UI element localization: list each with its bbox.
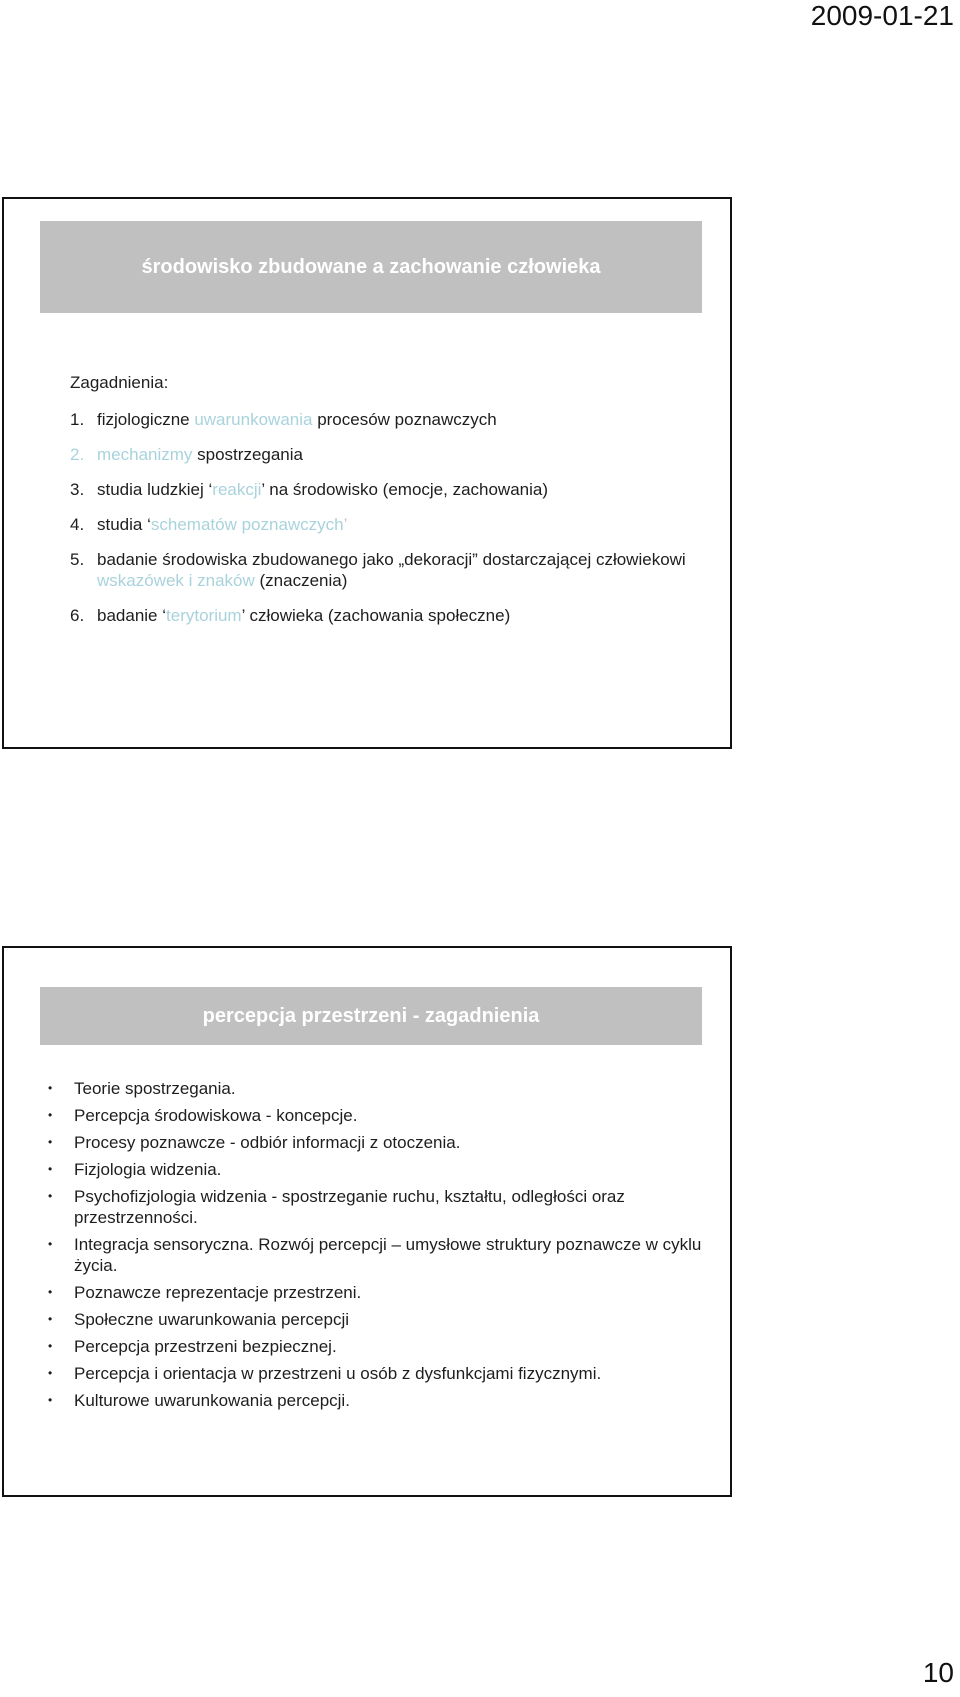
topic-number: 2. — [70, 445, 85, 464]
bullet-item — [44, 1132, 704, 1153]
bullet-text: Percepcja i orientacja w przestrzeni u osób z dysfunkcjami fizycznymi. — [74, 1364, 602, 1383]
bullet-text: Poznawcze reprezentacje przestrzeni. — [74, 1283, 362, 1302]
page-number: 10 — [922, 1657, 954, 1688]
bullet-icon: • — [48, 1285, 53, 1299]
bullet-icon: • — [48, 1339, 53, 1353]
bullet-icon: • — [48, 1366, 53, 1380]
bullet-text: Percepcja środowiskowa - koncepcje. — [74, 1106, 358, 1125]
bullet-text: Percepcja przestrzeni bezpiecznej. — [74, 1337, 337, 1356]
topic-highlight: schematów poznawczych — [150, 515, 344, 534]
bullet-icon: • — [48, 1189, 53, 1203]
topic-number: 1. — [70, 410, 85, 429]
topic-item — [70, 514, 710, 535]
bullet-text: Społeczne uwarunkowania percepcji — [74, 1310, 349, 1329]
topic-highlight: uwarunkowania — [194, 410, 313, 429]
topic-text: spostrzegania — [192, 445, 303, 464]
bullet-list — [44, 1078, 704, 1417]
topic-text: studia ludzkiej ‘ — [97, 480, 213, 499]
slide-1-intro: Zagadnienia: — [70, 373, 169, 392]
bullet-text: Procesy poznawcze - odbiór informacji z otoczenia. — [74, 1133, 461, 1152]
topic-text: procesów poznawczych — [312, 410, 497, 429]
topic-text: badanie ‘ — [97, 606, 167, 625]
bullet-text: Fizjologia widzenia. — [74, 1160, 222, 1179]
bullet-item — [44, 1159, 704, 1180]
topic-text: ’ — [343, 515, 348, 534]
topic-highlight: reakcji — [212, 480, 262, 499]
bullet-icon: • — [48, 1237, 53, 1251]
topic-text: badanie środowiska zbudowanego jako „dekoracji” dostarczającej człowiekowi — [97, 550, 686, 569]
bullet-item — [44, 1078, 704, 1099]
bullet-text: Psychofizjologia widzenia - spostrzeganie ruchu, kształtu, odległości oraz przestrzenności. — [74, 1187, 625, 1227]
topic-highlight: wskazówek i znaków — [97, 571, 255, 590]
topic-item — [70, 549, 710, 591]
slide-1-title-bar — [40, 221, 702, 313]
bullet-item — [44, 1186, 704, 1228]
topic-text: ’ człowieka (zachowania społeczne) — [241, 606, 511, 625]
topics-list — [70, 409, 710, 640]
bullet-icon: • — [48, 1108, 53, 1122]
slide-1 — [2, 197, 732, 749]
bullet-icon: • — [48, 1135, 53, 1149]
bullet-item — [44, 1363, 704, 1384]
topic-text: fizjologiczne — [97, 410, 195, 429]
topic-highlight: mechanizmy — [97, 445, 193, 464]
bullet-text: Integracja sensoryczna. Rozwój percepcji – umysłowe struktury poznawcze w cyklu życia. — [74, 1235, 702, 1275]
bullet-icon: • — [48, 1081, 53, 1095]
topic-number: 5. — [70, 550, 85, 569]
bullet-item — [44, 1390, 704, 1411]
bullet-item — [44, 1282, 704, 1303]
topic-highlight: terytorium — [166, 606, 242, 625]
topic-text: (znaczenia) — [254, 571, 348, 590]
topic-text: ’ na środowisko (emocje, zachowania) — [261, 480, 549, 499]
bullet-icon: • — [48, 1393, 53, 1407]
topic-item — [70, 605, 710, 626]
page-date: 2009-01-21 — [810, 0, 954, 31]
bullet-icon: • — [48, 1162, 53, 1176]
bullet-text: Teorie spostrzegania. — [74, 1079, 236, 1098]
slide-1-title: środowisko zbudowane a zachowanie człowieka — [141, 255, 601, 278]
bullet-icon: • — [48, 1312, 53, 1326]
topic-text: studia ‘ — [97, 515, 151, 534]
slide-2-title-bar — [40, 987, 702, 1045]
topic-item — [70, 409, 710, 430]
slide-2 — [2, 946, 732, 1497]
bullet-item — [44, 1105, 704, 1126]
topic-number: 6. — [70, 606, 85, 625]
topic-number: 3. — [70, 480, 85, 499]
topic-item — [70, 479, 710, 500]
bullet-text: Kulturowe uwarunkowania percepcji. — [74, 1391, 350, 1410]
bullet-item — [44, 1309, 704, 1330]
topic-number: 4. — [70, 515, 85, 534]
bullet-item — [44, 1336, 704, 1357]
bullet-item — [44, 1234, 704, 1276]
topic-item — [70, 444, 710, 465]
slide-2-title: percepcja przestrzeni - zagadnienia — [202, 1004, 540, 1027]
